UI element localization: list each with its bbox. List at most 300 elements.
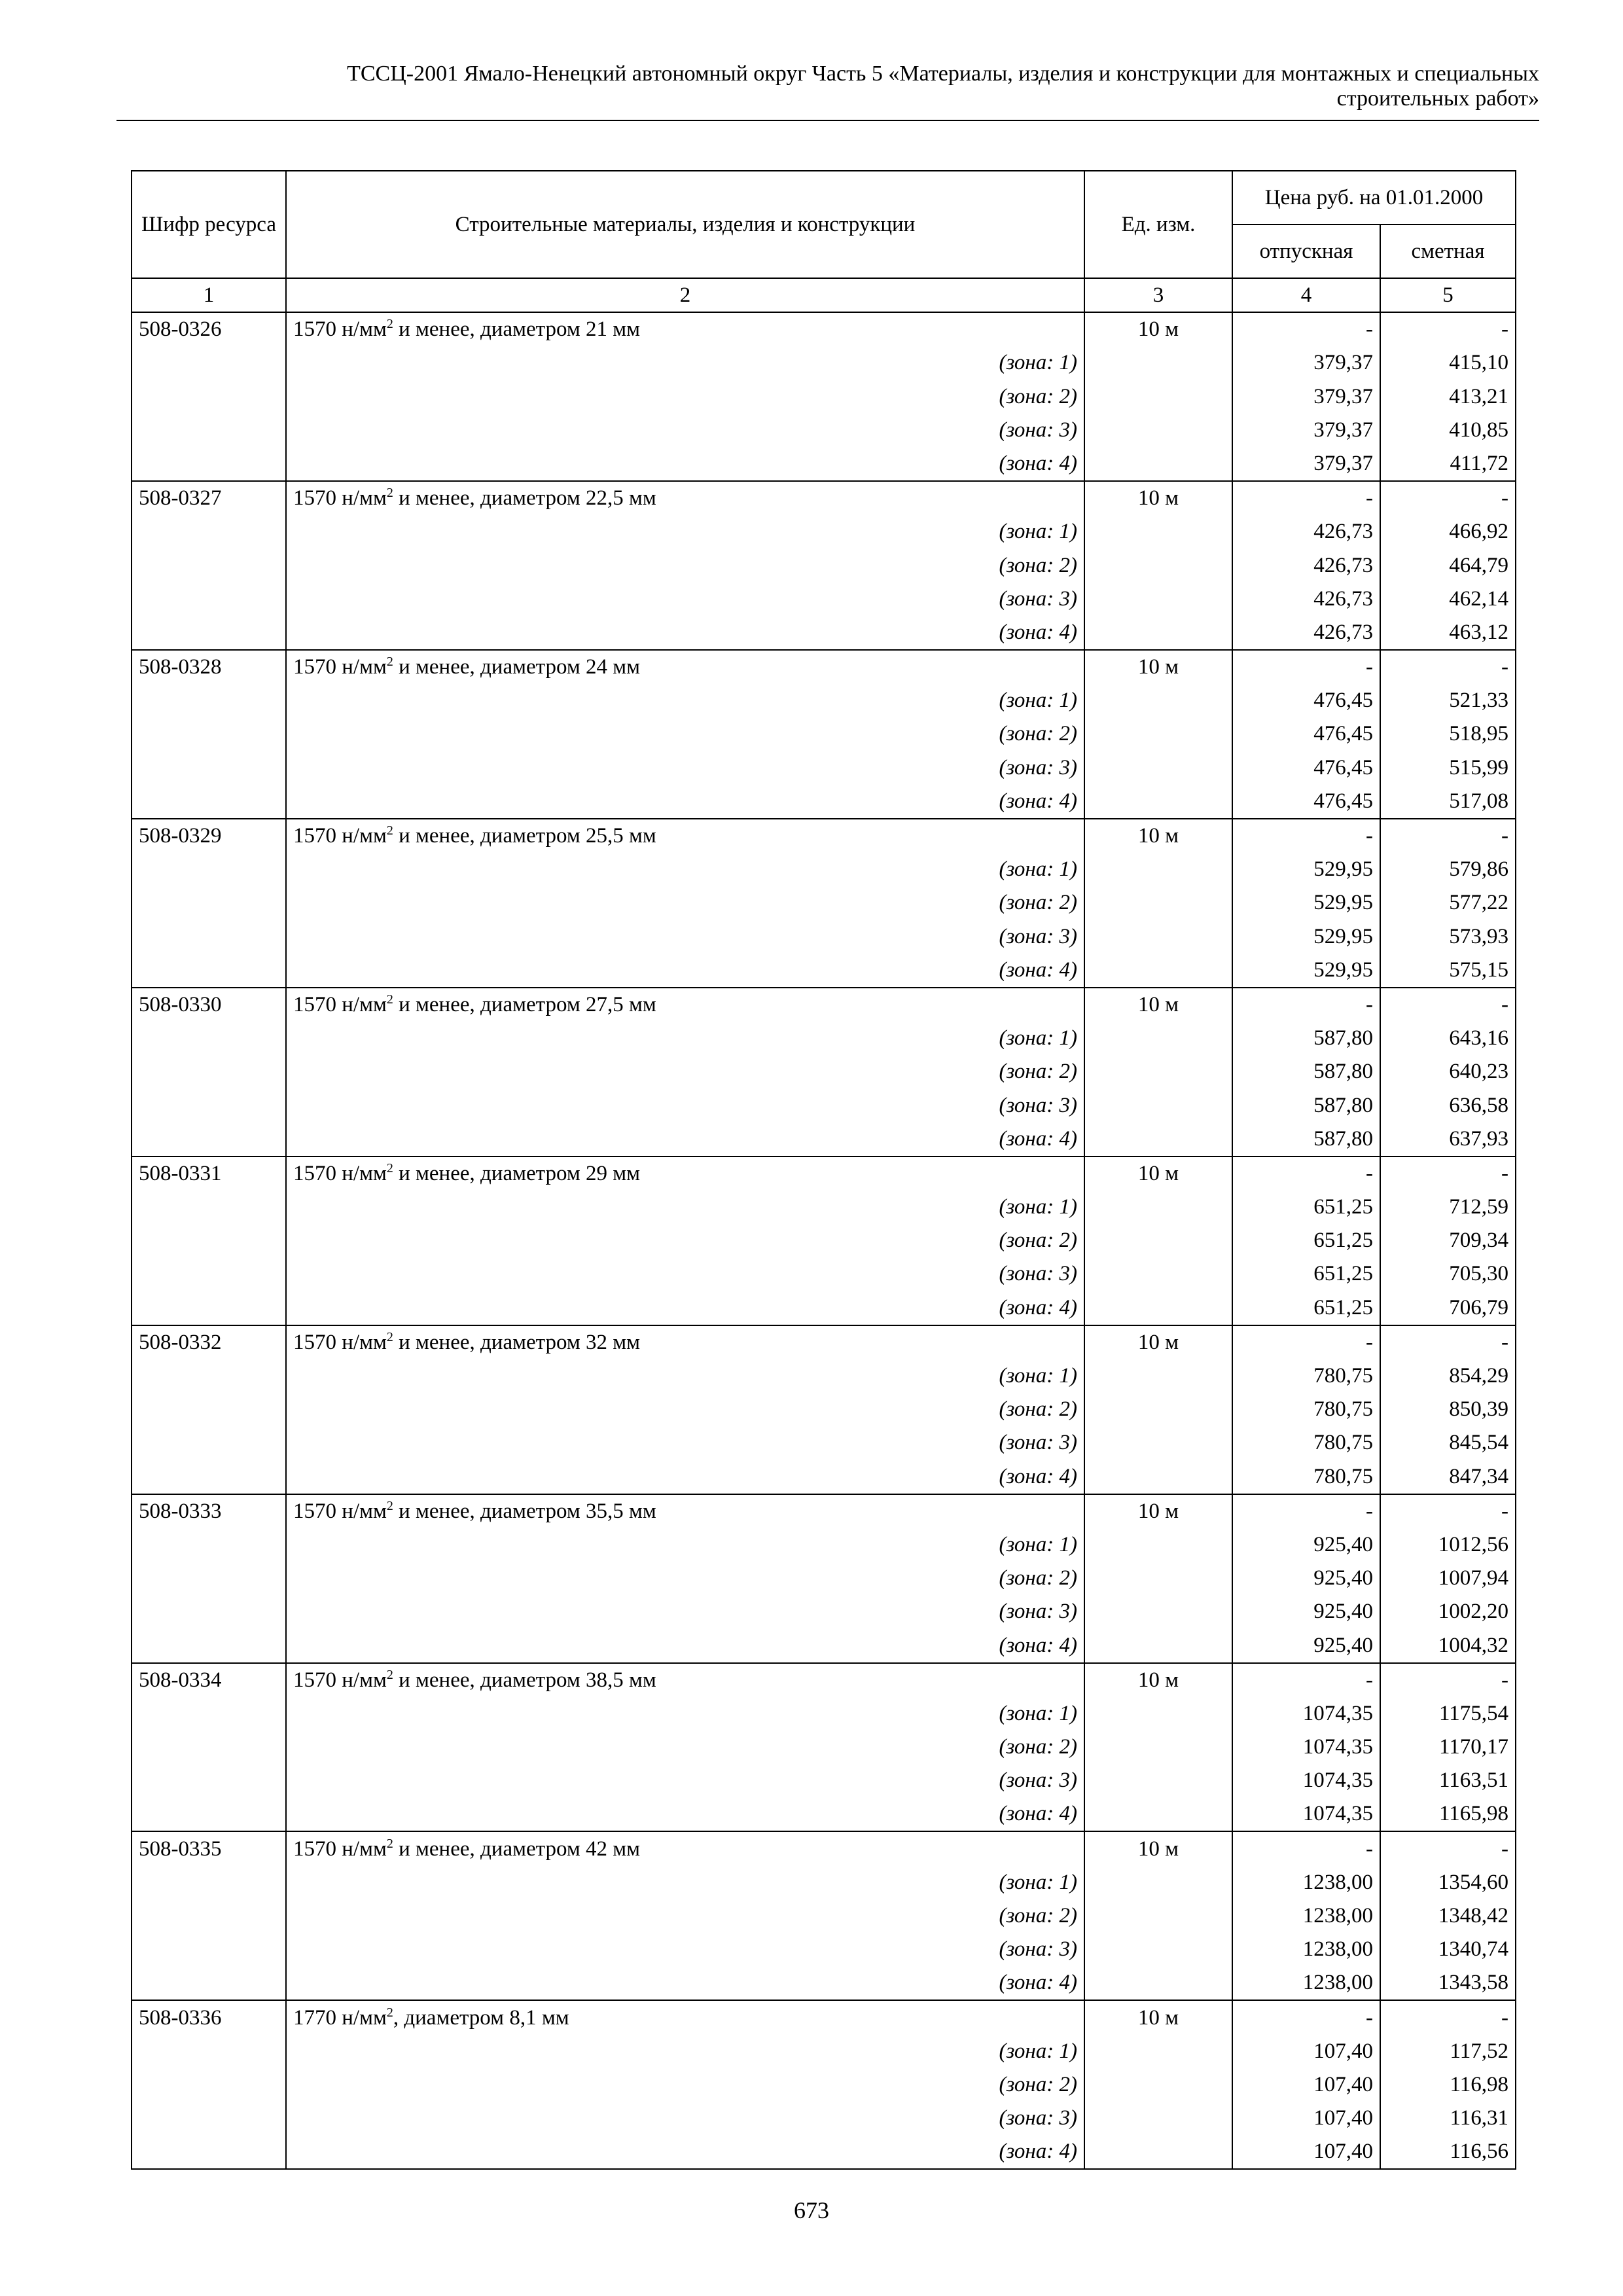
unit-empty	[1084, 920, 1232, 953]
zone-release-price: 426,73	[1232, 616, 1380, 650]
unit-exponent: 2	[386, 317, 393, 332]
unit-of-measure: 10 м	[1084, 1831, 1232, 1865]
unit-empty	[1084, 1022, 1232, 1055]
material-name-suffix: , диаметром 8,1 мм	[393, 2005, 569, 2030]
unit-of-measure: 10 м	[1084, 650, 1232, 684]
resource-code-empty	[132, 1966, 286, 2000]
zone-label: (зона: 1)	[286, 346, 1084, 380]
unit-empty	[1084, 1426, 1232, 1460]
resource-code: 508-0328	[132, 650, 286, 684]
zone-estimate-price: 463,12	[1380, 616, 1516, 650]
resource-code-empty	[132, 954, 286, 988]
material-name	[286, 1663, 1084, 1697]
resource-code-empty	[132, 1933, 286, 1966]
material-name-suffix: и менее, диаметром 21 мм	[393, 317, 640, 342]
table-row	[132, 481, 1516, 515]
zone-release-price: 426,73	[1232, 548, 1380, 582]
resource-code-empty	[132, 380, 286, 413]
unit-empty	[1084, 717, 1232, 751]
unit-empty	[1084, 1191, 1232, 1224]
zone-estimate-price: 643,16	[1380, 1022, 1516, 1055]
zone-estimate-price: 847,34	[1380, 1460, 1516, 1494]
zone-estimate-price: 1354,60	[1380, 1866, 1516, 1899]
zone-estimate-price: 1348,42	[1380, 1899, 1516, 1933]
col-header-release: отпускная	[1232, 224, 1380, 278]
zone-estimate-price: 1163,51	[1380, 1764, 1516, 1797]
zone-label: (зона: 2)	[286, 886, 1084, 920]
zone-label: (зона: 4)	[286, 1122, 1084, 1157]
resource-code-empty	[132, 2135, 286, 2169]
zone-estimate-price: 845,54	[1380, 1426, 1516, 1460]
material-name-text: 1570 н/мм	[293, 655, 387, 679]
zone-estimate-price: 705,30	[1380, 1257, 1516, 1291]
zone-release-price: 780,75	[1232, 1426, 1380, 1460]
resource-code-empty	[132, 1595, 286, 1628]
material-name	[286, 481, 1084, 515]
col-header-code: Шифр ресурса	[132, 171, 286, 278]
zone-release-price: 925,40	[1232, 1562, 1380, 1595]
zone-estimate-price: 1165,98	[1380, 1797, 1516, 1831]
resource-code: 508-0331	[132, 1157, 286, 1191]
zone-row	[132, 1866, 1516, 1899]
resource-code-empty	[132, 447, 286, 481]
resource-code-empty	[132, 1797, 286, 1831]
unit-of-measure: 10 м	[1084, 1494, 1232, 1528]
material-name-text: 1570 н/мм	[293, 1161, 387, 1185]
resource-code-empty	[132, 886, 286, 920]
material-name-suffix: и менее, диаметром 24 мм	[393, 655, 640, 679]
resource-code-empty	[132, 1764, 286, 1797]
zone-label: (зона: 4)	[286, 954, 1084, 988]
zone-release-price: 780,75	[1232, 1460, 1380, 1494]
zone-row	[132, 853, 1516, 886]
zone-release-price: 1238,00	[1232, 1899, 1380, 1933]
zone-label: (зона: 2)	[286, 380, 1084, 413]
resource-code-empty	[132, 751, 286, 784]
unit-empty	[1084, 2035, 1232, 2068]
zone-release-price: 1074,35	[1232, 1764, 1380, 1797]
col-header-estimate: сметная	[1380, 224, 1516, 278]
zone-label: (зона: 2)	[286, 1055, 1084, 1088]
table-row	[132, 1663, 1516, 1697]
table-row	[132, 1325, 1516, 1359]
zone-row	[132, 920, 1516, 953]
release-price: -	[1232, 1157, 1380, 1191]
zone-row	[132, 1191, 1516, 1224]
zone-release-price: 1238,00	[1232, 1933, 1380, 1966]
zone-estimate-price: 410,85	[1380, 414, 1516, 447]
zone-row	[132, 515, 1516, 548]
col-number: 2	[286, 278, 1084, 312]
unit-empty	[1084, 1933, 1232, 1966]
resource-code-empty	[132, 1460, 286, 1494]
zone-release-price: 780,75	[1232, 1359, 1380, 1393]
zone-release-price: 476,45	[1232, 717, 1380, 751]
resource-code-empty	[132, 1224, 286, 1257]
zone-row	[132, 1595, 1516, 1628]
zone-estimate-price: 575,15	[1380, 954, 1516, 988]
material-name	[286, 312, 1084, 346]
zone-estimate-price: 712,59	[1380, 1191, 1516, 1224]
unit-empty	[1084, 785, 1232, 819]
material-name-text: 1570 н/мм	[293, 1499, 387, 1523]
zone-estimate-price: 464,79	[1380, 548, 1516, 582]
document-header	[116, 62, 1539, 111]
zone-label: (зона: 2)	[286, 1562, 1084, 1595]
estimate-price: -	[1380, 1157, 1516, 1191]
zone-release-price: 107,40	[1232, 2068, 1380, 2102]
resource-code-empty	[132, 1055, 286, 1088]
zone-row	[132, 1628, 1516, 1662]
zone-label: (зона: 4)	[286, 1966, 1084, 2000]
table-row	[132, 988, 1516, 1022]
zone-label: (зона: 4)	[286, 1291, 1084, 1325]
material-name-text: 1570 н/мм	[293, 824, 387, 848]
zone-estimate-price: 413,21	[1380, 380, 1516, 413]
zone-label: (зона: 3)	[286, 920, 1084, 953]
zone-label: (зона: 4)	[286, 1628, 1084, 1662]
zone-estimate-price: 637,93	[1380, 1122, 1516, 1157]
zone-row	[132, 1291, 1516, 1325]
resource-code: 508-0327	[132, 481, 286, 515]
unit-empty	[1084, 346, 1232, 380]
resource-code-empty	[132, 920, 286, 953]
zone-label: (зона: 1)	[286, 1866, 1084, 1899]
unit-of-measure: 10 м	[1084, 1663, 1232, 1697]
zone-label: (зона: 1)	[286, 515, 1084, 548]
zone-row	[132, 1797, 1516, 1831]
resource-code-empty	[132, 548, 286, 582]
material-name-suffix: и менее, диаметром 35,5 мм	[393, 1499, 656, 1523]
unit-of-measure: 10 м	[1084, 988, 1232, 1022]
zone-label: (зона: 1)	[286, 1191, 1084, 1224]
zone-row	[132, 1899, 1516, 1933]
table-row	[132, 650, 1516, 684]
unit-exponent: 2	[386, 655, 393, 670]
resource-code-empty	[132, 1562, 286, 1595]
material-name-suffix: и менее, диаметром 25,5 мм	[393, 824, 656, 848]
zone-row	[132, 1257, 1516, 1291]
material-name-suffix: и менее, диаметром 22,5 мм	[393, 486, 656, 511]
zone-row	[132, 1359, 1516, 1393]
unit-empty	[1084, 1291, 1232, 1325]
zone-label: (зона: 2)	[286, 1899, 1084, 1933]
release-price: -	[1232, 1831, 1380, 1865]
unit-exponent: 2	[386, 486, 393, 501]
unit-of-measure: 10 м	[1084, 1157, 1232, 1191]
zone-release-price: 379,37	[1232, 380, 1380, 413]
unit-empty	[1084, 853, 1232, 886]
unit-empty	[1084, 414, 1232, 447]
table-row	[132, 1831, 1516, 1865]
zone-release-price: 1074,35	[1232, 1797, 1380, 1831]
resource-code-empty	[132, 1731, 286, 1764]
zone-label: (зона: 2)	[286, 1393, 1084, 1426]
unit-empty	[1084, 1899, 1232, 1933]
zone-row	[132, 1426, 1516, 1460]
material-name	[286, 650, 1084, 684]
unit-empty	[1084, 1562, 1232, 1595]
zone-row	[132, 1055, 1516, 1088]
resource-code-empty	[132, 583, 286, 616]
unit-exponent: 2	[386, 823, 393, 838]
zone-label: (зона: 3)	[286, 2102, 1084, 2135]
zone-row	[132, 2068, 1516, 2102]
unit-empty	[1084, 751, 1232, 784]
material-name-suffix: и менее, диаметром 27,5 мм	[393, 992, 656, 1016]
material-name-text: 1570 н/мм	[293, 1330, 387, 1354]
unit-empty	[1084, 1764, 1232, 1797]
zone-estimate-price: 415,10	[1380, 346, 1516, 380]
zone-estimate-price: 117,52	[1380, 2035, 1516, 2068]
zone-release-price: 107,40	[1232, 2102, 1380, 2135]
zone-label: (зона: 4)	[286, 616, 1084, 650]
unit-exponent: 2	[386, 1667, 393, 1682]
estimate-price: -	[1380, 650, 1516, 684]
resource-code: 508-0333	[132, 1494, 286, 1528]
table-row	[132, 1494, 1516, 1528]
zone-row	[132, 717, 1516, 751]
material-name-suffix: и менее, диаметром 38,5 мм	[393, 1668, 656, 1692]
resource-code: 508-0334	[132, 1663, 286, 1697]
zone-estimate-price: 518,95	[1380, 717, 1516, 751]
zone-label: (зона: 3)	[286, 1426, 1084, 1460]
estimate-price: -	[1380, 2000, 1516, 2034]
zone-release-price: 529,95	[1232, 954, 1380, 988]
resource-code-empty	[132, 2068, 286, 2102]
zone-label: (зона: 4)	[286, 1460, 1084, 1494]
unit-empty	[1084, 1257, 1232, 1291]
zone-release-price: 1074,35	[1232, 1731, 1380, 1764]
unit-empty	[1084, 1528, 1232, 1562]
zone-estimate-price: 854,29	[1380, 1359, 1516, 1393]
zone-row	[132, 1224, 1516, 1257]
zone-row	[132, 1764, 1516, 1797]
resource-code-empty	[132, 717, 286, 751]
material-name	[286, 988, 1084, 1022]
unit-empty	[1084, 1224, 1232, 1257]
unit-exponent: 2	[386, 992, 393, 1007]
header-rule	[116, 120, 1539, 121]
zone-row	[132, 1966, 1516, 2000]
resource-code-empty	[132, 1022, 286, 1055]
zone-label: (зона: 1)	[286, 1359, 1084, 1393]
unit-empty	[1084, 515, 1232, 548]
zone-release-price: 651,25	[1232, 1224, 1380, 1257]
zone-label: (зона: 4)	[286, 785, 1084, 819]
release-price: -	[1232, 1663, 1380, 1697]
zone-row	[132, 583, 1516, 616]
zone-release-price: 587,80	[1232, 1122, 1380, 1157]
unit-empty	[1084, 1628, 1232, 1662]
unit-empty	[1084, 684, 1232, 717]
zone-row	[132, 1393, 1516, 1426]
unit-empty	[1084, 1460, 1232, 1494]
material-name-suffix: и менее, диаметром 42 мм	[393, 1837, 640, 1861]
unit-empty	[1084, 380, 1232, 413]
unit-of-measure: 10 м	[1084, 1325, 1232, 1359]
zone-estimate-price: 1170,17	[1380, 1731, 1516, 1764]
unit-empty	[1084, 1595, 1232, 1628]
release-price: -	[1232, 988, 1380, 1022]
unit-empty	[1084, 1866, 1232, 1899]
zone-label: (зона: 2)	[286, 1731, 1084, 1764]
unit-empty	[1084, 1697, 1232, 1731]
zone-row	[132, 346, 1516, 380]
resource-code-empty	[132, 1257, 286, 1291]
estimate-price: -	[1380, 481, 1516, 515]
table-row	[132, 819, 1516, 853]
zone-estimate-price: 1343,58	[1380, 1966, 1516, 2000]
material-name-suffix: и менее, диаметром 29 мм	[393, 1161, 640, 1185]
zone-estimate-price: 573,93	[1380, 920, 1516, 953]
release-price: -	[1232, 1494, 1380, 1528]
zone-label: (зона: 4)	[286, 1797, 1084, 1831]
resource-code-empty	[132, 1191, 286, 1224]
release-price: -	[1232, 1325, 1380, 1359]
zone-label: (зона: 3)	[286, 1257, 1084, 1291]
zone-row	[132, 1562, 1516, 1595]
zone-label: (зона: 3)	[286, 1933, 1084, 1966]
zone-estimate-price: 116,56	[1380, 2135, 1516, 2169]
zone-row	[132, 1933, 1516, 1966]
zone-estimate-price: 1007,94	[1380, 1562, 1516, 1595]
zone-label: (зона: 3)	[286, 1595, 1084, 1628]
resource-code-empty	[132, 1088, 286, 1122]
material-name-text: 1570 н/мм	[293, 1837, 387, 1861]
zone-estimate-price: 1175,54	[1380, 1697, 1516, 1731]
table-row	[132, 2000, 1516, 2034]
zone-release-price: 587,80	[1232, 1022, 1380, 1055]
zone-estimate-price: 640,23	[1380, 1055, 1516, 1088]
zone-release-price: 925,40	[1232, 1528, 1380, 1562]
zone-row	[132, 785, 1516, 819]
material-name	[286, 1494, 1084, 1528]
zone-release-price: 426,73	[1232, 515, 1380, 548]
zone-estimate-price: 850,39	[1380, 1393, 1516, 1426]
resource-code-empty	[132, 1291, 286, 1325]
resource-code-empty	[132, 1697, 286, 1731]
zone-estimate-price: 1340,74	[1380, 1933, 1516, 1966]
estimate-price: -	[1380, 312, 1516, 346]
zone-label: (зона: 3)	[286, 1088, 1084, 1122]
zone-estimate-price: 411,72	[1380, 447, 1516, 481]
unit-empty	[1084, 886, 1232, 920]
unit-exponent: 2	[386, 1160, 393, 1175]
zone-estimate-price: 636,58	[1380, 1088, 1516, 1122]
zone-row	[132, 886, 1516, 920]
zone-label: (зона: 1)	[286, 684, 1084, 717]
zone-row	[132, 1697, 1516, 1731]
material-name	[286, 819, 1084, 853]
col-number: 1	[132, 278, 286, 312]
unit-exponent: 2	[386, 1329, 393, 1344]
zone-label: (зона: 3)	[286, 583, 1084, 616]
zone-label: (зона: 1)	[286, 1022, 1084, 1055]
release-price: -	[1232, 481, 1380, 515]
resource-code-empty	[132, 1899, 286, 1933]
resource-code: 508-0329	[132, 819, 286, 853]
material-name-text: 1570 н/мм	[293, 1668, 387, 1692]
material-name	[286, 1157, 1084, 1191]
zone-estimate-price: 1004,32	[1380, 1628, 1516, 1662]
estimate-price: -	[1380, 1663, 1516, 1697]
unit-exponent: 2	[386, 1498, 393, 1513]
zone-row	[132, 1122, 1516, 1157]
material-name-text: 1570 н/мм	[293, 317, 387, 342]
zone-release-price: 1238,00	[1232, 1866, 1380, 1899]
zone-release-price: 379,37	[1232, 447, 1380, 481]
release-price: -	[1232, 650, 1380, 684]
zone-row	[132, 954, 1516, 988]
zone-label: (зона: 2)	[286, 717, 1084, 751]
zone-label: (зона: 1)	[286, 1697, 1084, 1731]
zone-release-price: 476,45	[1232, 751, 1380, 784]
zone-estimate-price: 517,08	[1380, 785, 1516, 819]
zone-release-price: 107,40	[1232, 2035, 1380, 2068]
estimate-price: -	[1380, 1494, 1516, 1528]
zone-label: (зона: 1)	[286, 853, 1084, 886]
release-price: -	[1232, 312, 1380, 346]
unit-of-measure: 10 м	[1084, 481, 1232, 515]
resource-code-empty	[132, 616, 286, 650]
unit-of-measure: 10 м	[1084, 312, 1232, 346]
unit-empty	[1084, 2102, 1232, 2135]
material-name	[286, 1831, 1084, 1865]
zone-label: (зона: 4)	[286, 447, 1084, 481]
resource-code-empty	[132, 414, 286, 447]
zone-release-price: 1074,35	[1232, 1697, 1380, 1731]
release-price: -	[1232, 819, 1380, 853]
zone-row	[132, 751, 1516, 784]
zone-row	[132, 1528, 1516, 1562]
resource-code: 508-0336	[132, 2000, 286, 2034]
unit-empty	[1084, 1393, 1232, 1426]
zone-estimate-price: 521,33	[1380, 684, 1516, 717]
unit-empty	[1084, 1359, 1232, 1393]
unit-empty	[1084, 2068, 1232, 2102]
resource-code-empty	[132, 346, 286, 380]
zone-row	[132, 684, 1516, 717]
zone-release-price: 651,25	[1232, 1257, 1380, 1291]
zone-estimate-price: 579,86	[1380, 853, 1516, 886]
unit-empty	[1084, 1122, 1232, 1157]
zone-estimate-price: 1002,20	[1380, 1595, 1516, 1628]
estimate-price: -	[1380, 988, 1516, 1022]
zone-label: (зона: 1)	[286, 2035, 1084, 2068]
material-name-text: 1570 н/мм	[293, 486, 387, 511]
unit-of-measure: 10 м	[1084, 2000, 1232, 2034]
zone-release-price: 476,45	[1232, 785, 1380, 819]
zone-row	[132, 616, 1516, 650]
zone-row	[132, 1088, 1516, 1122]
page-number: 673	[794, 2197, 829, 2223]
material-name	[286, 2000, 1084, 2034]
unit-empty	[1084, 1731, 1232, 1764]
unit-empty	[1084, 954, 1232, 988]
unit-empty	[1084, 1966, 1232, 2000]
zone-label: (зона: 3)	[286, 1764, 1084, 1797]
resource-code-empty	[132, 1359, 286, 1393]
zone-label: (зона: 3)	[286, 414, 1084, 447]
zone-release-price: 529,95	[1232, 920, 1380, 953]
resource-code-empty	[132, 515, 286, 548]
resource-code-empty	[132, 1393, 286, 1426]
resource-code-empty	[132, 1866, 286, 1899]
unit-empty	[1084, 583, 1232, 616]
zone-row	[132, 1022, 1516, 1055]
estimate-price: -	[1380, 1325, 1516, 1359]
